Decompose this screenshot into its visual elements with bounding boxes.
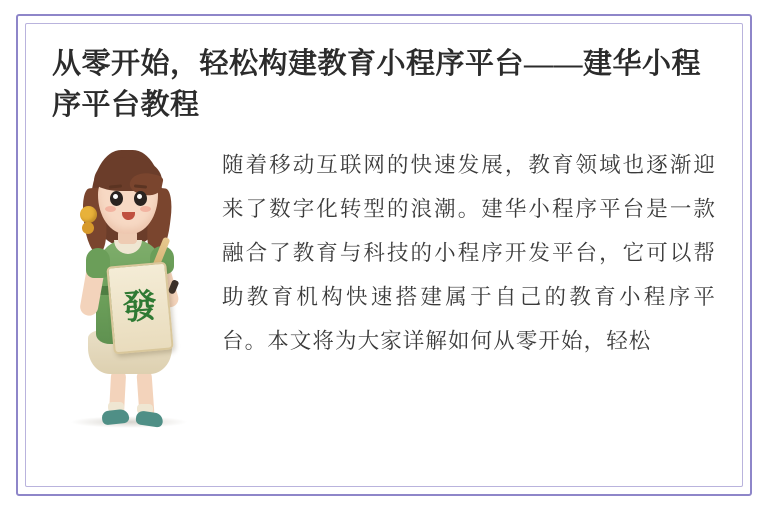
- illustration-container: [58, 144, 208, 434]
- outer-border-frame: [16, 14, 752, 496]
- girl-character-illustration: [58, 144, 208, 434]
- body-paragraph: 随着移动互联网的快速发展，教育领域也逐渐迎来了数字化转型的浪潮。建华小程序平台是一款融合了教育与科技的小程序开发平台，它可以帮助教育机构快速搭建属于自己的教育小程序平台。本文将为大家详解如何从零开始，轻松: [222, 153, 716, 353]
- card-glyph-text: 發: [121, 287, 159, 328]
- page-title: 从零开始，轻松构建教育小程序平台——建华小程序平台教程: [52, 48, 702, 122]
- inner-border-frame: [25, 23, 743, 487]
- calligraphy-card: [106, 262, 173, 355]
- content-area: [52, 142, 716, 434]
